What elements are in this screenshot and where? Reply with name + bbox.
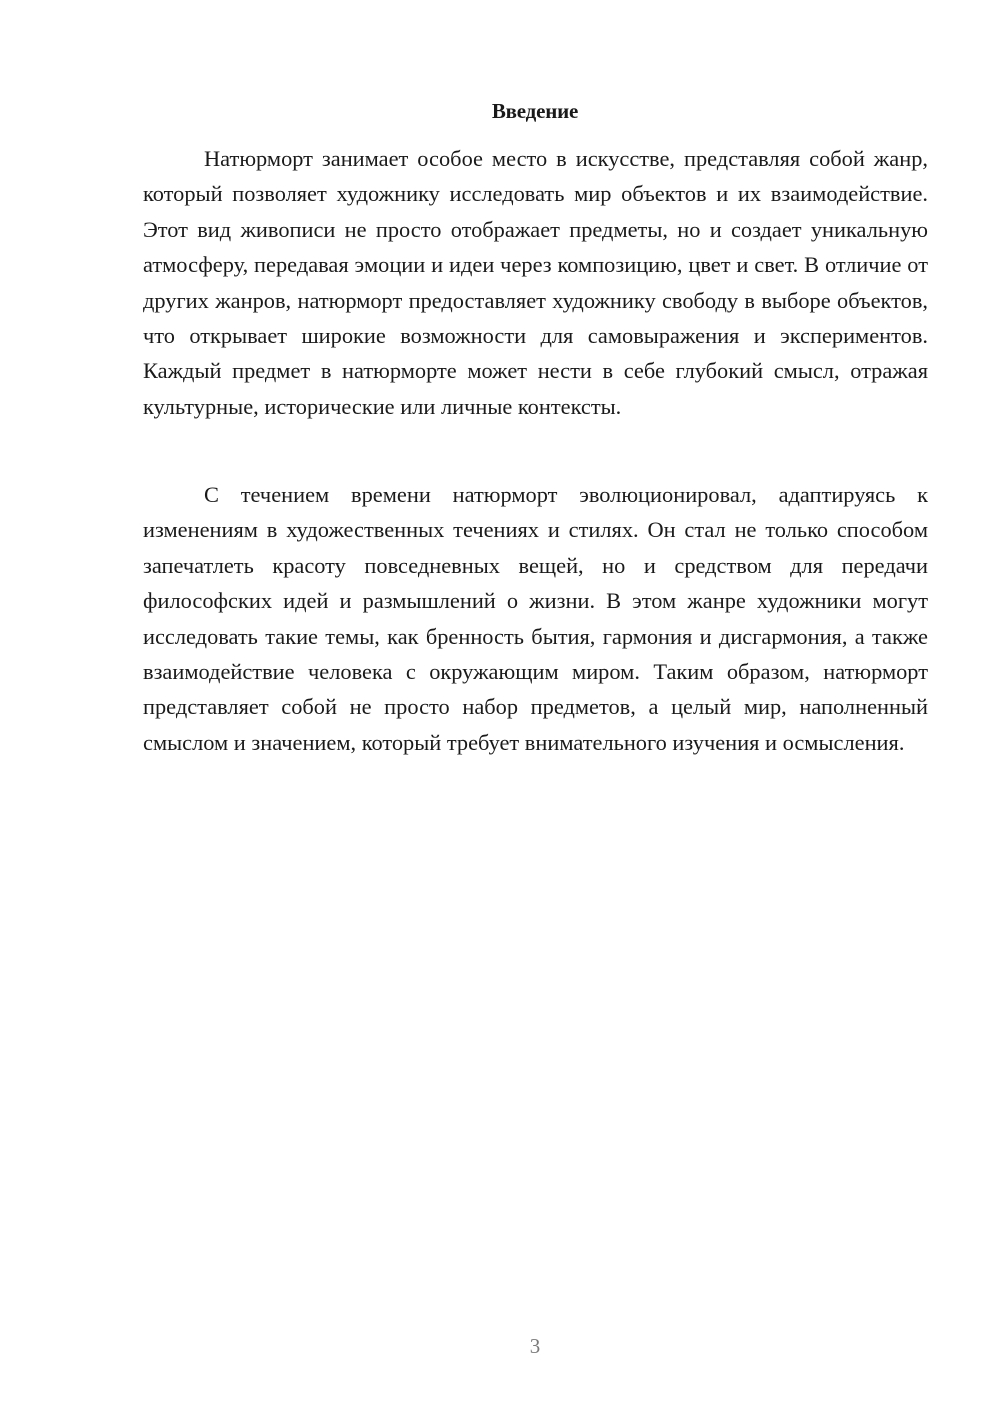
section-heading: Введение [491, 99, 579, 123]
page-number: 3 [529, 1334, 541, 1358]
body-paragraph: Натюрморт занимает особое место в искусстве, представляя собой жанр, который позволяет художнику исследовать мир объектов и их взаимодействие. Этот вид живописи не просто отображает предметы, но и создает уникальную атмосферу, передавая эмоции и идеи через композицию, цвет и свет. В отличие от других жанров, натюрморт предоставляет художнику свободу в выборе объектов, что открывает широкие возможности для самовыражения и экспериментов. Каждый предмет в натюрморте может нести в себе глубокий смысл, отражая культурные, исторические или личные контексты. [143, 146, 928, 419]
body-paragraph: С течением времени натюрморт эволюционировал, адаптируясь к изменениям в художественных течениях и стилях. Он стал не только способом запечатлеть красоту повседневных вещей, но и средством для передачи философских идей и размышлений о жизни. В этом жанре художники могут исследовать такие темы, как бренность бытия, гармония и дисгармония, а также взаимодействие человека с окружающим миром. Таким образом, натюрморт представляет собой не просто набор предметов, а целый мир, наполненный смыслом и значением, который требует внимательного изучения и осмысления. [143, 482, 928, 755]
